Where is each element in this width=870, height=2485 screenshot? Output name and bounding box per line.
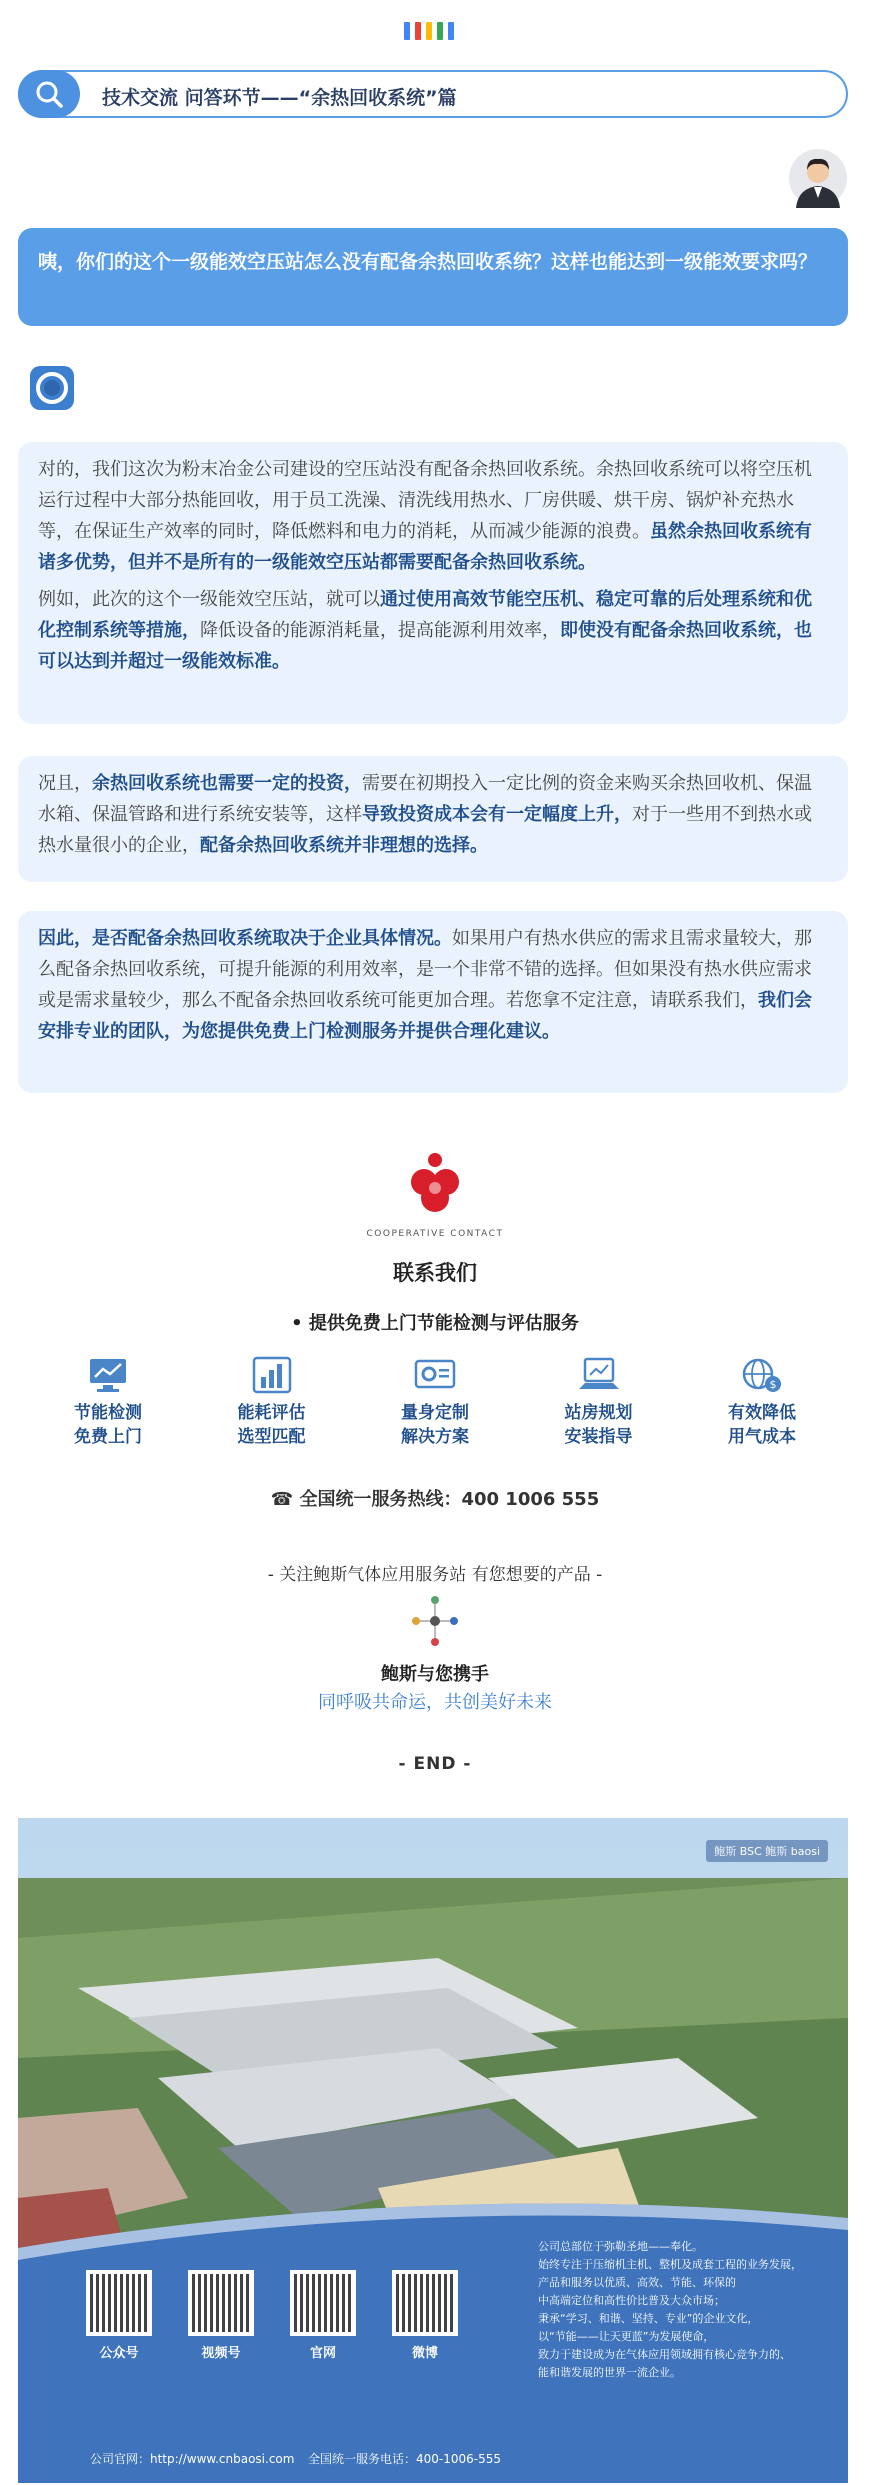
feature-item [682, 1355, 842, 1449]
qr-code-icon [290, 2270, 356, 2336]
answer-text: 况且， [38, 773, 92, 794]
company-description [538, 2238, 838, 2382]
brand-watermark: 鲍斯 BSC 鲍斯 baosi [706, 1840, 828, 1862]
answer-card-1 [18, 442, 848, 724]
gear-screen-icon [413, 1355, 457, 1395]
feature-label: 有效降低 [728, 1403, 796, 1423]
company-line: 致力于建设成为在气体应用领域拥有核心竞争力的、 [538, 2348, 791, 2361]
qr-code-icon [392, 2270, 458, 2336]
answer-text: 对的，我们这次为粉末冶金公司建设的空压站没有配备余热回收系统。余热回收系统可以将空压机运行过程中大部分热能回收，用于员工洗澡、清洗线用热水、厂房供暖、烘干房、锅炉补充热水等，在保证生产效率的同时，降低燃料和电力的消耗，从而减少能源的浪费。 [38, 459, 812, 542]
qr-item[interactable] [290, 2270, 356, 2361]
feature-item [28, 1355, 188, 1449]
answer-text: 对于一些用不到热水或热水量很小的企业， [38, 804, 812, 856]
answer-text: 需要在初期投入一定比例的资金来购买余热回收机、保温水箱、保温管路和进行系统安装等，这样 [38, 773, 812, 825]
answer-highlight: 导致投资成本会有一定幅度上升， [362, 804, 632, 825]
company-logo-icon [30, 366, 74, 410]
laptop-icon [577, 1355, 621, 1395]
company-line: 以“节能——让天更蓝”为发展使命， [538, 2330, 715, 2343]
slogan-subtitle: 同呼吸共命运，共创美好未来 [318, 1692, 552, 1713]
company-banner [18, 1818, 848, 2483]
feature-label: 用气成本 [728, 1427, 796, 1447]
color-bar-decoration [404, 22, 454, 40]
factory-aerial-image [18, 1818, 848, 2483]
qr-code-list [86, 2270, 458, 2361]
svg-text:$: $ [769, 1378, 777, 1391]
answer-highlight: 因此，是否配备余热回收系统取决于企业具体情况。 [38, 928, 452, 949]
answer-highlight: 余热回收系统也需要一定的投资， [92, 773, 362, 794]
flower-logo-icon [406, 1150, 464, 1216]
feature-label: 能耗评估 [237, 1403, 306, 1423]
qr-item[interactable] [392, 2270, 458, 2361]
end-mark: - END - [398, 1754, 472, 1774]
qr-label: 官网 [309, 2346, 336, 2361]
qr-item[interactable] [86, 2270, 152, 2361]
qr-label: 公众号 [99, 2346, 139, 2361]
answer-text: 如果用户有热水供应的需求且需求量较大，那么配备余热回收系统，可提升能源的利用效率，是一个非常不错的选择。但如果没有热水供应需求或是需求量较少，那么不配备余热回收系统可能更加合理。若您拿不定注意，请联系我们， [38, 928, 812, 1011]
company-line: 能和谐发展的世界一流企业。 [538, 2366, 681, 2379]
feature-label: 免费上门 [74, 1427, 142, 1447]
feature-item [192, 1355, 352, 1449]
contact-title: 联系我们 [393, 1261, 477, 1285]
qr-code-icon [86, 2270, 152, 2336]
avatar [788, 148, 848, 208]
feature-item [355, 1355, 515, 1449]
feature-item [519, 1355, 679, 1449]
feature-label: 节能检测 [74, 1403, 142, 1423]
globe-dollar-icon [740, 1355, 784, 1395]
feature-label: 站房规划 [564, 1403, 633, 1423]
answer-highlight: 虽然余热回收系统有诸多优势，但并不是所有的一级能效空压站都需要配备余热回收系统。 [38, 521, 812, 573]
service-line: • 提供免费上门节能检测与评估服务 [291, 1313, 579, 1334]
topic-header [18, 70, 848, 118]
bar-chart-icon [250, 1355, 294, 1395]
answer-highlight: 我们会安排专业的团队，为您提供免费上门检测服务并提供合理化建议。 [38, 990, 812, 1042]
answer-card-2 [18, 756, 848, 882]
feature-list [28, 1355, 842, 1449]
company-line: 公司总部位于弥勒圣地——奉化。 [538, 2240, 703, 2253]
question-bubble: 咦，你们的这个一级能效空压站怎么没有配备余热回收系统？这样也能达到一级能效要求吗？ [18, 228, 848, 326]
feature-label: 解决方案 [401, 1427, 469, 1447]
answer-highlight: 即使没有配备余热回收系统，也可以达到并超过一级能效标准。 [38, 620, 812, 672]
search-icon [18, 70, 80, 118]
answer-highlight: 配备余热回收系统并非理想的选择。 [200, 835, 488, 856]
feature-label: 量身定制 [401, 1403, 469, 1423]
qr-item[interactable] [188, 2270, 254, 2361]
feature-label: 选型匹配 [237, 1427, 306, 1447]
feature-label: 安装指导 [564, 1427, 633, 1447]
contact-caption: COOPERATIVE CONTACT [366, 1229, 504, 1239]
answer-text: 例如，此次的这个一级能效空压站，就可以 [38, 589, 380, 610]
qr-code-icon [188, 2270, 254, 2336]
qr-label: 视频号 [201, 2346, 241, 2361]
monitor-chart-icon [86, 1355, 130, 1395]
hotline: ☎ 全国统一服务热线：400 1006 555 [270, 1489, 600, 1510]
answer-highlight: 通过使用高效节能空压机、稳定可靠的后处理系统和优化控制系统等措施， [38, 589, 812, 641]
company-line: 中高端定位和高性价比普及大众市场； [538, 2294, 725, 2307]
follow-line: - 关注鲍斯气体应用服务站 有您想要的产品 - [267, 1565, 603, 1585]
answer-card-3 [18, 911, 848, 1093]
slogan-title: 鲍斯与您携手 [381, 1664, 489, 1685]
topic-title: 技术交流 问答环节——“余热回收系统”篇 [102, 87, 457, 109]
molecule-icon [408, 1594, 462, 1648]
phone-text: 全国统一服务电话：400-1006-555 [308, 2452, 502, 2466]
company-line: 始终专注于压缩机主机、整机及成套工程的业务发展， [538, 2258, 802, 2271]
qr-label: 微博 [411, 2346, 438, 2361]
answer-text: 降低设备的能源消耗量，提高能源利用效率， [200, 620, 560, 641]
website-text[interactable]: 公司官网：http://www.cnbaosi.com [90, 2452, 295, 2466]
company-line: 产品和服务以优质、高效、节能、环保的 [538, 2276, 736, 2289]
company-line: 秉承“学习、和谐、坚持、专业”的企业文化， [538, 2312, 759, 2325]
